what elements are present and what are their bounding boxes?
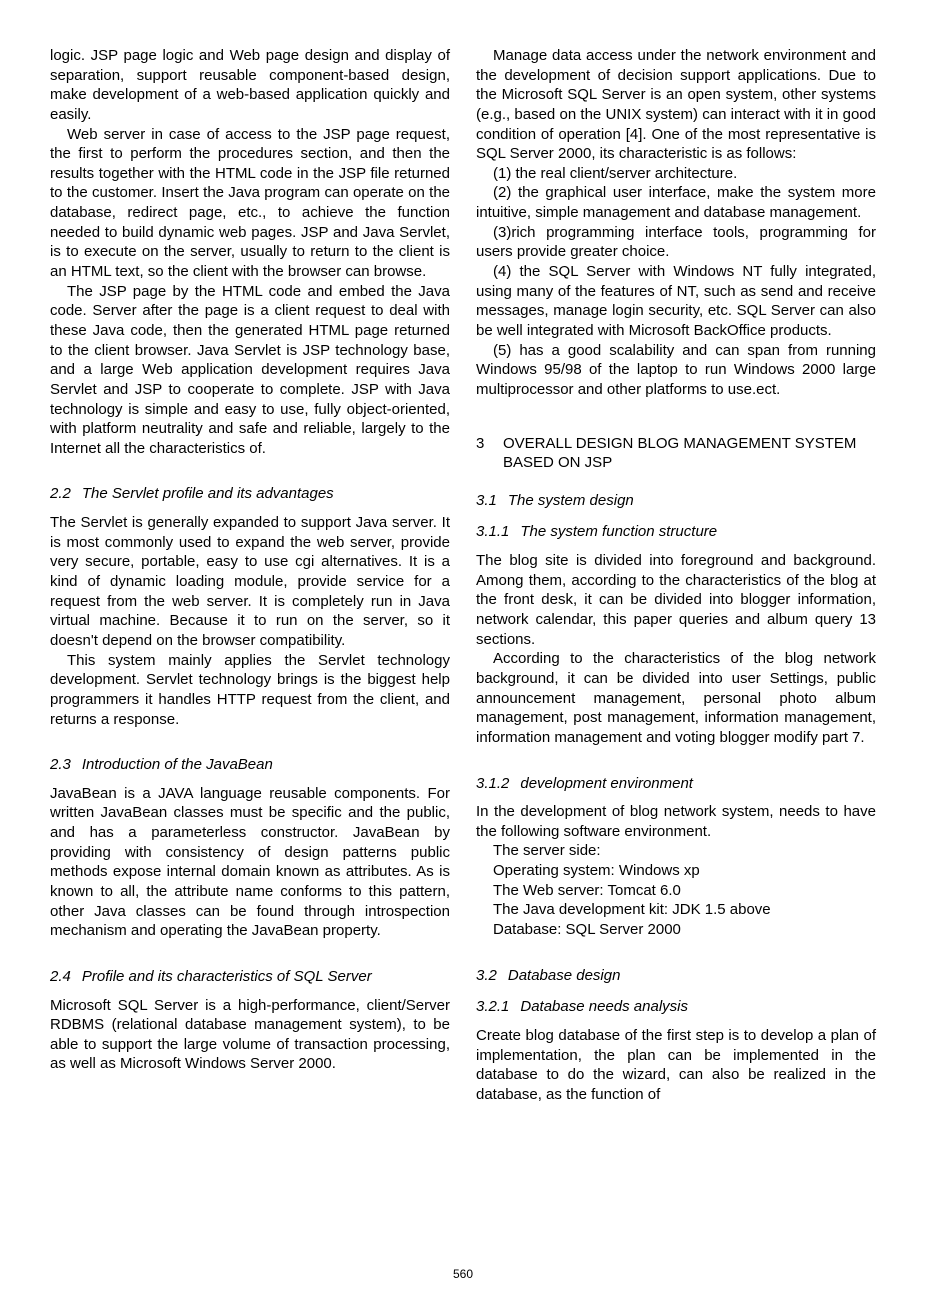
heading-title: The system design: [507, 491, 634, 509]
paragraph-servlet-1: The Servlet is generally expanded to support Java server. It is most commonly used to expand the web server, provide very secure, portable, easy to use cgi alternatives. It is a kind of dynamic loading module, provide service for a request from the web server. It is completely run in Java virtual machine. Because it to run on the server, so it doesn't depend on the browser compatibility.: [50, 514, 450, 649]
heading-title: Profile and its characteristics of SQL Server: [81, 967, 372, 985]
heading-number: 3.2.1: [476, 998, 510, 1016]
heading-title: The Servlet profile and its advantages: [81, 485, 334, 503]
list-item: (3)rich programming interface tools, programming for users provide greater choice.: [476, 223, 876, 261]
section-heading-3: [476, 434, 876, 473]
environment-line: The Web server: Tomcat 6.0: [493, 881, 681, 899]
section-heading-3-2-1: [476, 997, 876, 1017]
heading-number: 3.1.2: [476, 774, 510, 792]
section-heading-3-1-1: [476, 522, 876, 542]
heading-number: 2.3: [50, 756, 71, 774]
section-heading-2-2: [50, 484, 450, 504]
heading-title: Database design: [507, 966, 621, 984]
environment-line: The Java development kit: JDK 1.5 above: [493, 901, 771, 919]
heading-number: 3.1.1: [476, 523, 510, 541]
paragraph-blog-background: According to the characteristics of the blog network background, it can be divided into user Settings, public announcement management, personal photo album management, post management, information management, information management and voting blogger modify part 7.: [476, 650, 876, 746]
section-heading-2-4: [50, 967, 450, 987]
heading-number: 3.1: [476, 491, 497, 509]
section-heading-3-1-2: [476, 774, 876, 794]
paragraph-jsp-logic: logic. JSP page logic and Web page design and display of separation, support reusable component-based design, make development of a web-based application quickly and easily.: [50, 47, 450, 123]
paragraph-web-server: Web server in case of access to the JSP page request, the first to perform the procedures section, and then the results together with the HTML code in the JSP file returned to the customer. Insert the Java program can operate on the database, redirect page, etc., to achieve the function needed to build dynamic web pages. JSP and Java Servlet, is to execute on the server, usually to return to the client is an HTML text, so the client with the browser can browse.: [50, 125, 450, 281]
section-heading-3-2: [476, 966, 876, 986]
paragraph-servlet-2: This system mainly applies the Servlet technology development. Servlet technology brings is the biggest help programmers it handles HTTP request from the client, and returns a response.: [50, 651, 450, 728]
list-item: (2) the graphical user interface, make the system more intuitive, simple management and database management.: [476, 184, 876, 222]
left-column: [50, 46, 450, 1104]
heading-title: The system function structure: [520, 523, 718, 541]
section-heading-2-3: [50, 755, 450, 775]
paragraph-create-database: Create blog database of the first step is to develop a plan of implementation, the plan can be implemented in the database to do the wizard, can also be realized in the database, as the function of: [476, 1026, 876, 1103]
heading-number: 3: [476, 434, 485, 452]
paragraph-blog-site: The blog site is divided into foreground and background. Among them, according to the characteristics of the blog at the front desk, it can be divided into blogger information, network calendar, this paper queries and album query 13 sections.: [476, 552, 876, 648]
environment-line: The server side:: [493, 842, 601, 860]
heading-number: 2.4: [50, 967, 71, 985]
two-column-layout: [50, 46, 876, 1104]
list-item: (1) the real client/server architecture.: [493, 164, 738, 182]
right-column: [476, 46, 876, 1104]
heading-title: development environment: [520, 774, 693, 792]
paragraph-manage-data: Manage data access under the network environment and the development of decision support applications. Due to the Microsoft SQL Server is an open system, other systems (e.g., based on the UNIX system) can interact with it in good condition of operation [4]. One of the most representative is SQL Server 2000, its characteristic is as follows:: [476, 47, 876, 163]
environment-line: Operating system: Windows xp: [493, 862, 700, 880]
paragraph-sql-server: Microsoft SQL Server is a high-performance, client/Server RDBMS (relational database management system), to be able to support the large volume of transaction processing, as well as Microsoft Windows Server 2000.: [50, 996, 450, 1073]
page-number: 560: [452, 1267, 474, 1282]
paragraph-dev-environment: In the development of blog network system, needs to have the following software environment.: [476, 803, 876, 840]
heading-title: Introduction of the JavaBean: [81, 756, 273, 774]
list-item: (4) the SQL Server with Windows NT fully integrated, using many of the features of NT, such as send and receive messages, manage login security, etc. SQL Server can also be well integrated with Microsoft BackOffice products.: [476, 263, 876, 339]
paragraph-javabean: JavaBean is a JAVA language reusable components. For written JavaBean classes must be specific and the public, and has a parameterless constructor. JavaBean by providing with consistency of design patterns public methods expose internal domain known as attributes. As is known to all, the attribute name conforms to this pattern, other Java classes can be found through introspection mechanism and operating the JavaBean property.: [50, 784, 450, 940]
paragraph-jsp-page: The JSP page by the HTML code and embed the Java code. Server after the page is a client request to deal with these Java code, then the generated HTML page returned to the client browser. Java Servlet is JSP technology base, and a large Web application development requires Java Servlet and JSP to cooperate to complete. JSP with Java technology is simple and easy to use, fully object-oriented, with platform neutrality and safe and reliable, largely to the Internet all the characteristics of.: [50, 282, 450, 457]
environment-line: Database: SQL Server 2000: [493, 920, 681, 938]
heading-number: 2.2: [50, 485, 71, 503]
list-item: (5) has a good scalability and can span from running Windows 95/98 of the laptop to run Windows 2000 large multiprocessor and other platforms to use.ect.: [476, 341, 876, 398]
heading-number: 3.2: [476, 966, 497, 984]
section-heading-3-1: [476, 491, 876, 511]
heading-title: Database needs analysis: [520, 998, 688, 1016]
heading-title: OVERALL DESIGN BLOG MANAGEMENT SYSTEM BASED ON JSP: [503, 434, 857, 472]
